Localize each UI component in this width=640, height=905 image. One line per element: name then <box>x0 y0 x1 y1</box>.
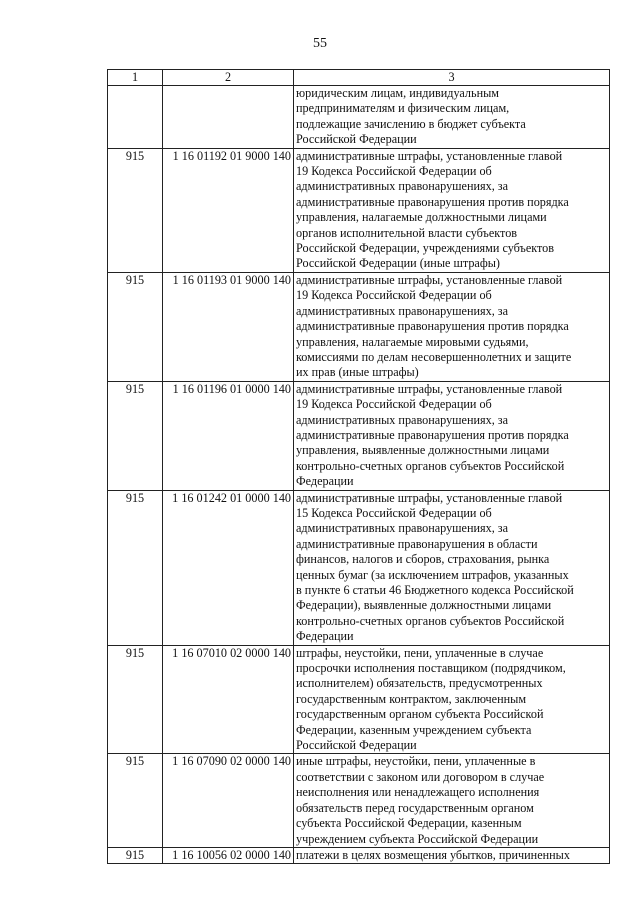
admin-code-cell: 915 <box>108 272 163 381</box>
description-line: административные штрафы, установленные главой <box>296 148 563 163</box>
admin-code-cell: 915 <box>108 754 163 847</box>
description-line: государственным контрактом, заключенным <box>296 691 527 706</box>
description-line: управления, выявленные должностными лицами <box>296 443 550 458</box>
description-line: Российской Федерации (иные штрафы) <box>296 256 500 271</box>
table-row <box>108 754 610 847</box>
admin-code-cell: 915 <box>108 381 163 490</box>
column-header-2: 2 <box>163 70 294 86</box>
budget-code-cell: 1 16 01242 01 0000 140 <box>163 490 294 645</box>
column-header-1: 1 <box>108 70 163 86</box>
budget-code-cell <box>163 86 294 149</box>
description-cell <box>294 847 610 863</box>
description-line: административных правонарушениях, за <box>296 412 509 427</box>
description-line: административные правонарушения в области <box>296 536 538 551</box>
page-number: 55 <box>313 36 327 51</box>
header-row <box>108 70 610 86</box>
description-line: иные штрафы, неустойки, пени, уплаченные в <box>296 754 536 769</box>
description-line: ценных бумаг (за исключением штрафов, указанных <box>296 567 569 582</box>
description-line: просрочки исполнения поставщиком (подрядчиком, <box>296 661 566 676</box>
table-row <box>108 148 610 272</box>
description-cell <box>294 754 610 847</box>
description-line: 19 Кодекса Российской Федерации об <box>296 288 492 303</box>
description-line: административные правонарушения против порядка <box>296 194 569 209</box>
description-line: комиссиями по делам несовершеннолетних и защите <box>296 349 572 364</box>
description-line: учреждением субъекта Российской Федерации <box>296 831 539 846</box>
description-line: их прав (иные штрафы) <box>296 365 419 380</box>
description-line: административных правонарушениях, за <box>296 179 509 194</box>
description-line: подлежащие зачислению в бюджет субъекта <box>296 116 526 131</box>
admin-code-cell <box>108 86 163 149</box>
description-line: Федерации <box>296 474 354 489</box>
table-row <box>108 381 610 490</box>
description-line: государственным органом субъекта Российской <box>296 707 544 722</box>
admin-code-cell: 915 <box>108 645 163 754</box>
description-line: в пункте 6 статьи 46 Бюджетного кодекса Российской <box>296 583 574 597</box>
description-line: Российской Федерации, учреждениями субъектов <box>296 241 555 256</box>
description-line: обязательств перед государственным органом <box>296 800 534 815</box>
description-cell <box>294 148 610 272</box>
table-row <box>108 847 610 863</box>
description-line: предпринимателям и физическим лицам, <box>296 101 510 116</box>
description-line: Федерации <box>296 629 354 644</box>
description-line: административных правонарушениях, за <box>296 303 509 318</box>
admin-code-cell: 915 <box>108 490 163 645</box>
table-row <box>108 272 610 381</box>
description-line: контрольно-счетных органов субъектов Российской <box>296 458 565 473</box>
admin-code-cell: 915 <box>108 847 163 863</box>
description-line: исполнителем) обязательств, предусмотренных <box>296 676 543 691</box>
description-line: юридическим лицам, индивидуальным <box>296 86 499 100</box>
column-header-3: 3 <box>294 70 610 86</box>
description-line: административные правонарушения против порядка <box>296 427 569 442</box>
description-line: административные штрафы, установленные главой <box>296 272 563 287</box>
description-cell <box>294 490 610 645</box>
description-cell <box>294 645 610 754</box>
description-cell <box>294 381 610 490</box>
description-line: административные правонарушения против порядка <box>296 319 569 334</box>
description-line: органов исполнительной власти субъектов <box>296 225 518 240</box>
description-line: Российской Федерации <box>296 738 417 753</box>
description-line: управления, налагаемые мировыми судьями, <box>296 334 529 349</box>
description-line: административные штрафы, установленные главой <box>296 490 563 505</box>
description-cell <box>294 86 610 149</box>
description-line: неисполнения или ненадлежащего исполнения <box>296 785 540 800</box>
description-cell <box>294 272 610 381</box>
admin-code-cell: 915 <box>108 148 163 272</box>
description-line: платежи в целях возмещения убытков, причиненных <box>296 847 570 862</box>
description-line: 19 Кодекса Российской Федерации об <box>296 164 492 179</box>
description-line: административных правонарушениях, за <box>296 521 509 536</box>
budget-code-cell: 1 16 01196 01 0000 140 <box>163 381 294 490</box>
table-body <box>108 70 610 864</box>
budget-code-cell: 1 16 01192 01 9000 140 <box>163 148 294 272</box>
budget-code-cell: 1 16 07090 02 0000 140 <box>163 754 294 847</box>
description-line: административные штрафы, установленные главой <box>296 381 563 396</box>
description-line: управления, налагаемые должностными лицами <box>296 210 547 225</box>
description-line: 19 Кодекса Российской Федерации об <box>296 397 492 412</box>
description-line: финансов, налогов и сборов, страхования, рынка <box>296 552 550 567</box>
description-line: штрафы, неустойки, пени, уплаченные в случае <box>296 645 544 660</box>
description-line: контрольно-счетных органов субъектов Российской <box>296 613 565 628</box>
table-row <box>108 490 610 645</box>
table-row <box>108 645 610 754</box>
budget-code-cell: 1 16 01193 01 9000 140 <box>163 272 294 381</box>
description-line: 15 Кодекса Российской Федерации об <box>296 505 492 520</box>
description-line: субъекта Российской Федерации, казенным <box>296 816 522 831</box>
description-line: соответствии с законом или договором в случае <box>296 769 545 784</box>
description-line: Российской Федерации <box>296 132 417 147</box>
budget-code-cell: 1 16 07010 02 0000 140 <box>163 645 294 754</box>
description-line: Федерации, казенным учреждением субъекта <box>296 722 532 737</box>
revenue-codes-table <box>107 69 610 864</box>
budget-code-cell: 1 16 10056 02 0000 140 <box>163 847 294 863</box>
table-row <box>108 86 610 149</box>
description-line: Федерации), выявленные должностными лицами <box>296 598 552 613</box>
